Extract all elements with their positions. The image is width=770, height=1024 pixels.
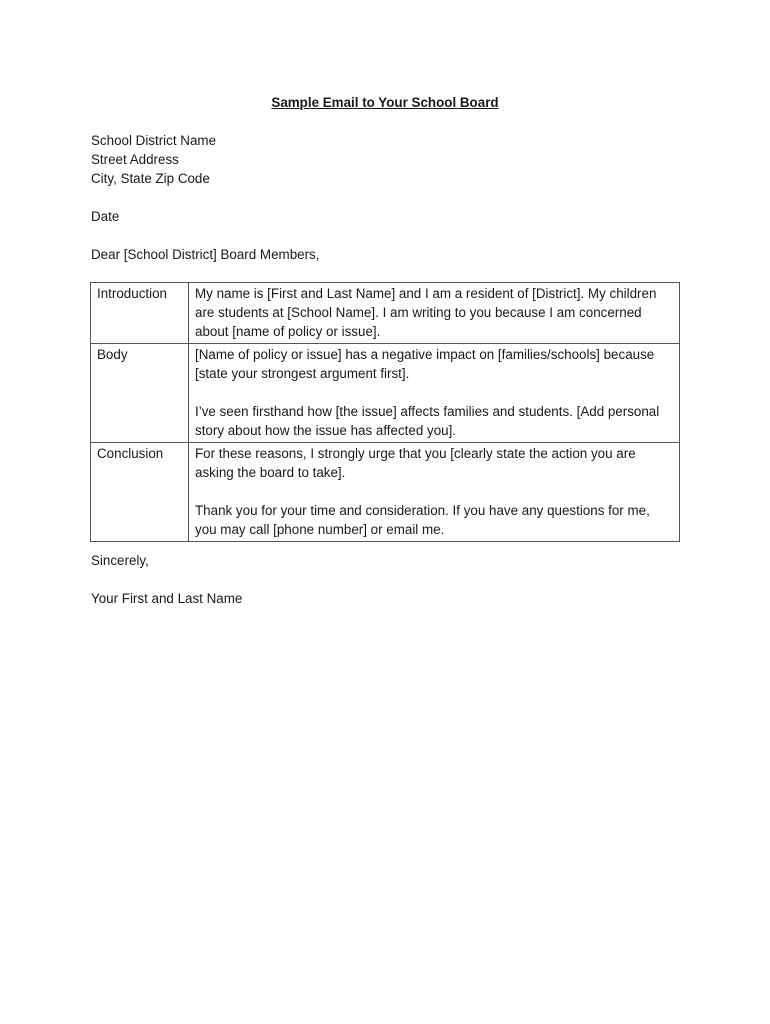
- paragraph-spacer: [195, 482, 672, 501]
- document-title: Sample Email to Your School Board: [271, 95, 499, 110]
- signature: Your First and Last Name: [91, 591, 243, 606]
- conclusion-paragraph-1: For these reasons, I strongly urge that you [clearly state the action you are asking the board to take].: [195, 446, 636, 480]
- conclusion-paragraph-2: Thank you for your time and consideration. If you have any questions for me, you may call [phone number] or email me.: [195, 503, 650, 537]
- address-line-1: School District Name: [91, 133, 217, 148]
- section-content-introduction: [189, 283, 680, 344]
- closing: Sincerely,: [91, 553, 149, 568]
- salutation: Dear [School District] Board Members,: [91, 247, 320, 262]
- table-row-introduction: [91, 283, 680, 344]
- body-paragraph-1: [Name of policy or issue] has a negative impact on [families/schools] because [state your strongest argument first].: [195, 347, 655, 381]
- letter-structure-table: [90, 282, 680, 542]
- section-content-body: [189, 344, 680, 443]
- paragraph-spacer: [195, 383, 672, 402]
- introduction-paragraph: My name is [First and Last Name] and I am a resident of [District]. My children are students at [School Name]. I am writing to you because I am concerned about [name of policy or issue].: [195, 286, 657, 339]
- table-row-body: [91, 344, 680, 443]
- date-line: Date: [91, 209, 120, 224]
- body-paragraph-2: I’ve seen firsthand how [the issue] affects families and students. [Add personal story about how the issue has affected you].: [195, 404, 660, 438]
- section-label-body: Body: [91, 344, 189, 443]
- table-row-conclusion: [91, 443, 680, 542]
- address-line-2: Street Address: [91, 152, 179, 167]
- section-content-conclusion: [189, 443, 680, 542]
- address-line-3: City, State Zip Code: [91, 171, 210, 186]
- section-label-conclusion: Conclusion: [91, 443, 189, 542]
- section-label-introduction: Introduction: [91, 283, 189, 344]
